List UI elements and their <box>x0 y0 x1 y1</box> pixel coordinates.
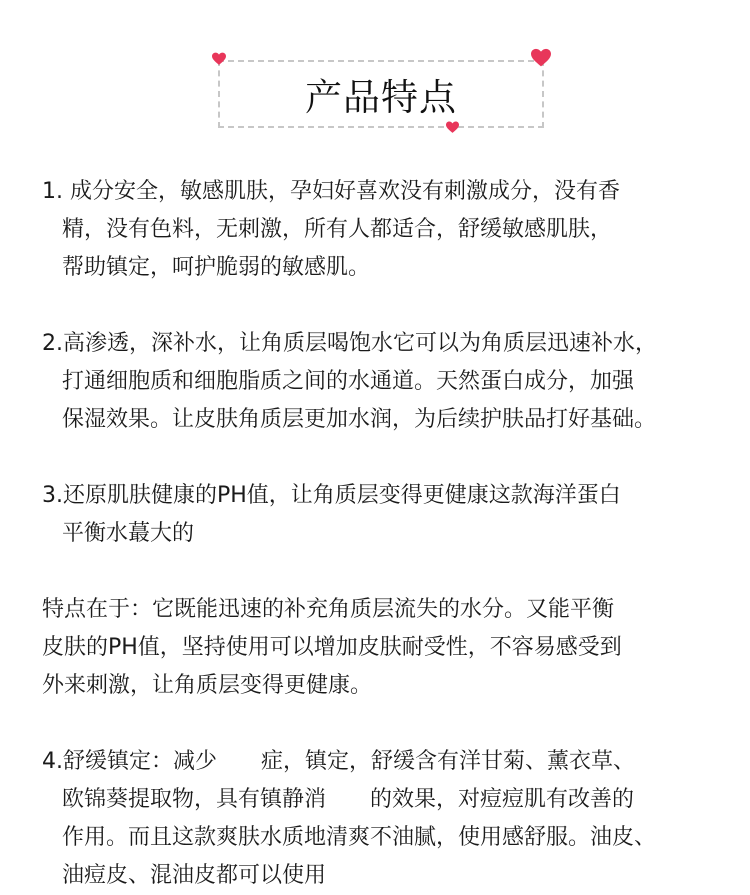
page-title: 产品特点 <box>305 76 457 119</box>
feature-paragraph-5 <box>42 743 742 895</box>
text-line: 打通细胞质和细胞脂质之间的水通道。天然蛋白成分，加强 <box>62 369 635 394</box>
heart-icon <box>531 48 551 68</box>
text-line: 保湿效果。让皮肤角质层更加水润，为后续护肤品打好基础。 <box>62 407 657 432</box>
text-line: 1. 成分安全，敏感肌肤，孕妇好喜欢没有刺激成分，没有香 <box>42 179 620 204</box>
text-line: 欧锦葵提取物，具有镇静消 的效果，对痘痘肌有改善的 <box>62 787 635 812</box>
text-line: 3.还原肌肤健康的PH值，让角质层变得更健康这款海洋蛋白 <box>42 483 621 508</box>
text-line: 外来刺激，让角质层变得更健康。 <box>42 673 373 698</box>
text-line: 帮助镇定，呵护脆弱的敏感肌。 <box>62 255 371 280</box>
text-line: 4.舒缓镇定：减少 症，镇定，舒缓含有洋甘菊、薰衣草、 <box>42 749 635 774</box>
feature-paragraph-4 <box>42 591 742 705</box>
title-frame <box>218 60 544 128</box>
text-line: 作用。而且这款爽肤水质地清爽不油腻，使用感舒服。油皮、 <box>62 825 657 850</box>
heart-icon <box>446 121 459 134</box>
feature-paragraph-3 <box>42 477 742 553</box>
feature-list <box>42 173 742 895</box>
text-line: 精，没有色料，无刺激，所有人都适合，舒缓敏感肌肤， <box>62 217 613 242</box>
text-line: 2.高渗透，深补水，让角质层喝饱水它可以为角质层迅速补水， <box>42 331 657 356</box>
text-line: 皮肤的PH值，坚持使用可以增加皮肤耐受性，不容易感受到 <box>42 635 622 660</box>
feature-paragraph-1 <box>42 173 742 287</box>
text-line: 特点在于：它既能迅速的补充角质层流失的水分。又能平衡 <box>42 597 615 622</box>
text-line: 平衡水蕞大的 <box>62 521 195 546</box>
text-line: 油痘皮、混油皮都可以使用 <box>62 863 327 888</box>
heart-icon <box>212 52 226 66</box>
feature-paragraph-2 <box>42 325 742 439</box>
